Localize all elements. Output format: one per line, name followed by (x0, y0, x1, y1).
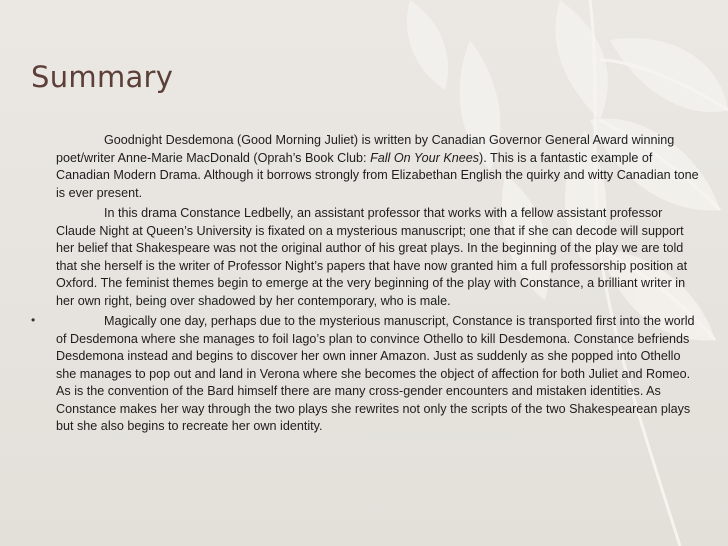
paragraph-intro-text: Goodnight Desdemona (Good Morning Juliet) is written by Canadian Governor General Award winning poet/writer Anne-Marie MacDonald (Oprah’s Book Club: (56, 133, 675, 165)
paragraph-intro-text-end: ). This is a fantastic example of Canadian Modern Drama. Although it borrows strongly from Elizabethan English the quirky and witty Canadian tone is ever present. (56, 150, 699, 200)
paragraph-journey: Magically one day, perhaps due to the mysterious manuscript, Constance is transported first into the world of Desdemona where she manages to foil Iago’s plan to convince Othello to kill Desdemona. Constance befriends Desdemona instead and begins to discover her own inner Amazon. Just as suddenly as she popped into Othello she manages to pop out and land in Verona where she becomes the object of affection for both Juliet and Romeo. As is the convention of the Bard himself there are many cross-gender encounters and mistaken identities. As Constance makes her way through the two plays she rewrites not only the scripts of the two Shakespearean plays but she also begins to recreate her own identity. (56, 314, 695, 433)
paragraph-intro (56, 132, 704, 202)
slide-title: Summary (31, 60, 174, 94)
summary-body (56, 132, 704, 439)
bullet-marker: • (31, 313, 36, 327)
paragraph-plot: In this drama Constance Ledbelly, an assistant professor that works with a fellow assistant professor Claude Night at Queen’s University is fixated on a mysterious manuscript; one that if she can decode will support her belief that Shakespeare was not the original author of his great plays. In the beginning of the play we are told that she herself is the writer of Professor Night’s papers that have now granted him a full professorship position at Oxford. The feminist themes begin to emerge at the very beginning of the play with Constance, a brilliant writer in her own right, being over shadowed by her contemporary, who is male. (56, 206, 688, 308)
book-title: Fall On Your Knees (370, 150, 480, 165)
